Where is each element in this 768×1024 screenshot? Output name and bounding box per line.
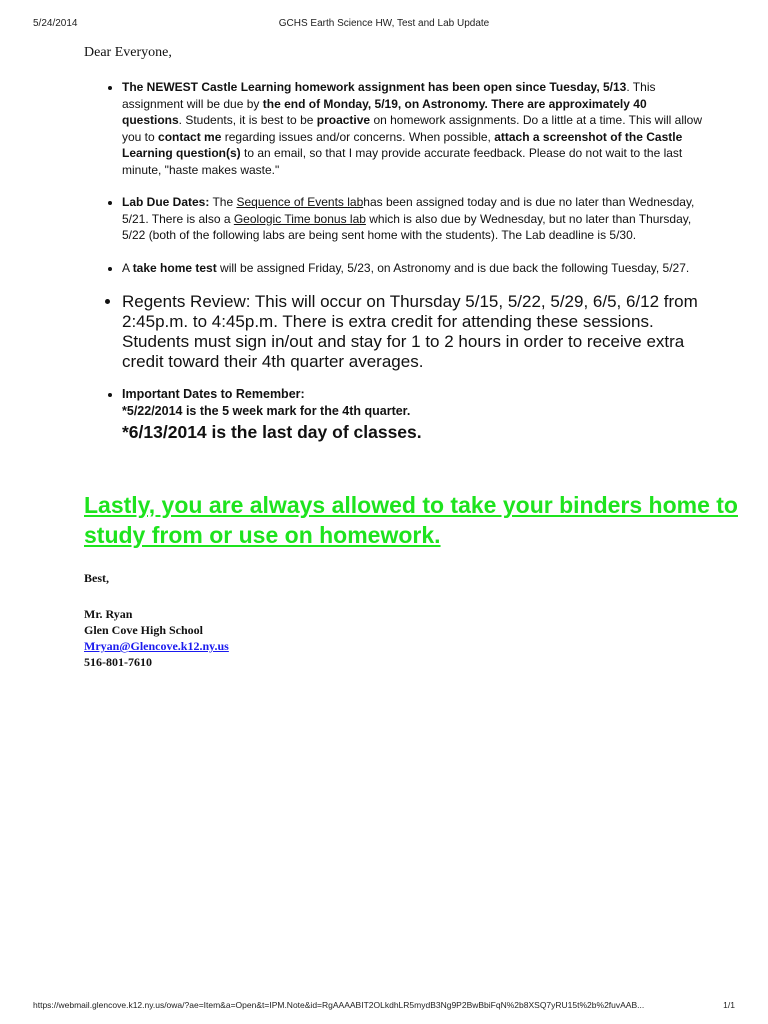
sequence-of-events-lab: Sequence of Events lab	[236, 195, 364, 209]
important-date-1: *5/22/2014 is the 5 week mark for the 4th quarter.	[122, 404, 411, 418]
list-item-homework	[122, 79, 704, 178]
list-item-regents-review	[122, 292, 704, 372]
hw-text-e: proactive	[316, 113, 371, 127]
test-text-a: A	[122, 260, 133, 275]
print-title: GCHS Earth Science HW, Test and Lab Update	[278, 18, 490, 29]
important-date-2: *6/13/2014 is the last day of classes.	[122, 422, 422, 442]
lab-text-b: The	[209, 195, 237, 209]
signature-school: Glen Cove High School	[84, 623, 204, 637]
hw-text-c: the end of Monday, 5/19, on Astronomy. There are approximately 40 questions	[122, 96, 647, 127]
email-link[interactable]: Mryan@Glencove.k12.ny.us	[84, 639, 229, 653]
regents-text: Regents Review: This will occur on Thursday 5/15, 5/22, 5/29, 6/5, 6/12 from 2:45p.m. to 4:45p.m. There is extra credit for attending these sessions. Students must sign in/out and stay for 1 to 2 hours in order to receive extra credit toward their 4th quarter averages.	[122, 292, 698, 371]
hw-text-d: . Students, it is best to be	[178, 113, 317, 127]
print-url: https://webmail.glencove.k12.ny.us/owa/?ae=Item&a=Open&t=IPM.Note&id=RgAAAABIT2OLkdhLR5mydB3Ng9P2BwBbiFqN%2b8XSQ7yRU15t%2b%2fuvAAB...	[33, 1000, 645, 1010]
lab-text-d: has been assigned today and is due no later than Wednesday, 5/21. There is also a	[122, 195, 695, 226]
lab-text-f: which is also due by Wednesday, but no later than Thursday, 5/22 (both of the following labs are being sent home with the students). The Lab deadline is 5/30.	[122, 211, 692, 242]
geologic-time-bonus-lab: Geologic Time bonus lab	[233, 211, 366, 226]
page-number: 1/1	[723, 1000, 735, 1010]
closing: Best,	[84, 571, 109, 585]
list-item-lab-due-dates	[122, 194, 704, 244]
hw-text-f: on homework assignments. Do a little at a time. This will allow you to	[122, 113, 703, 144]
lastly-note: Lastly, you are always allowed to take your binders home to study from or use on homework.	[84, 492, 738, 548]
email-body	[84, 45, 738, 670]
hw-text-i: attach a screenshot of the Castle Learning question(s)	[122, 129, 683, 160]
print-date: 5/24/2014	[33, 18, 78, 29]
hw-text-b: . This assignment will be due by	[122, 80, 656, 111]
hw-text-h: regarding issues and/or concerns. When possible,	[221, 129, 495, 144]
signature-phone: 516-801-7610	[84, 655, 152, 669]
hw-text-a: The NEWEST Castle Learning homework assignment has been open since Tuesday, 5/13	[122, 80, 627, 94]
lab-heading: Lab Due Dates:	[122, 195, 210, 209]
list-item-take-home-test	[122, 260, 704, 277]
signature-name: Mr. Ryan	[84, 607, 133, 621]
list-item-important-dates	[122, 386, 704, 444]
hw-text-j: to an email, so that I may provide accurate feedback. Please do not wait to the last minute, "haste makes waste."	[122, 146, 683, 177]
signature-email	[84, 638, 704, 654]
test-text-b: take home test	[132, 260, 217, 275]
hw-text-g: contact me	[158, 129, 222, 144]
test-text-c: will be assigned Friday, 5/23, on Astronomy and is due back the following Tuesday, 5/27.	[216, 260, 690, 275]
important-heading: Important Dates to Remember:	[122, 387, 305, 401]
announcement-list	[84, 79, 704, 444]
greeting: Dear Everyone,	[84, 45, 172, 60]
